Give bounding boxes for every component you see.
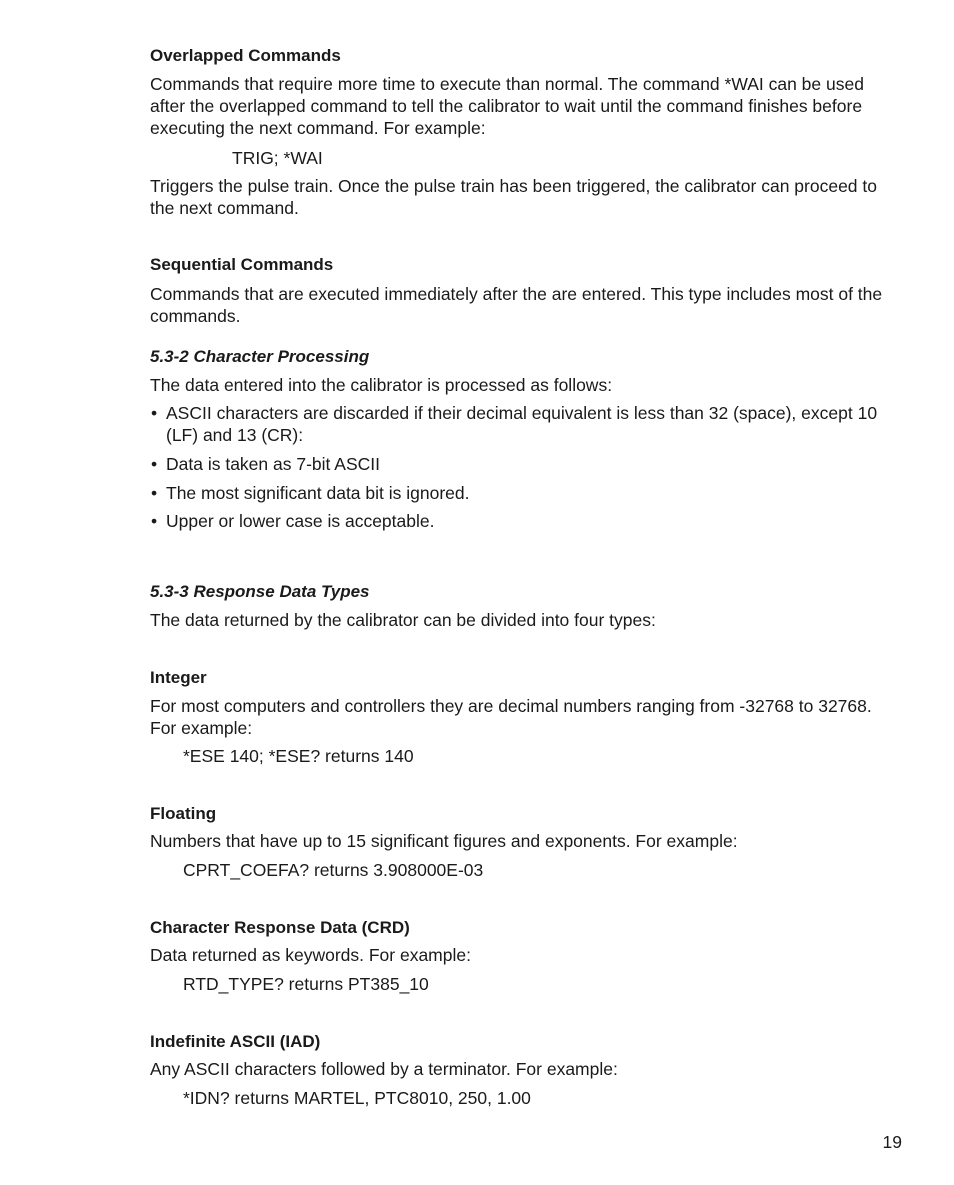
overlapped-example: TRIG; *WAI [232, 148, 323, 168]
iad-body: Any ASCII characters followed by a terminator. For example: [150, 1059, 618, 1079]
sequential-body: Commands that are executed immediately after the are entered. This type includes most of the commands. [150, 284, 883, 326]
list-item: • Data is taken as 7-bit ASCII [150, 453, 902, 475]
sequential-heading: Sequential Commands [150, 255, 334, 274]
page-number: 19 [882, 1132, 902, 1152]
list-item: • The most significant data bit is ignored. [150, 482, 902, 504]
response-types-heading: 5.3-3 Response Data Types [150, 582, 370, 601]
integer-body: For most computers and controllers they are decimal numbers ranging from -32768 to 32768. For example: [150, 696, 872, 738]
overlapped-body: Commands that require more time to execute than normal. The command *WAI can be used after the overlapped command to tell the calibrator to wait until the command finishes before executing the next command. For example: [150, 74, 864, 138]
iad-example: *IDN? returns MARTEL, PTC8010, 250, 1.00 [183, 1088, 531, 1108]
crd-example: RTD_TYPE? returns PT385_10 [183, 974, 429, 994]
response-types-intro: The data returned by the calibrator can be divided into four types: [150, 610, 656, 630]
list-item: • Upper or lower case is acceptable. [150, 510, 902, 532]
floating-heading: Floating [150, 804, 217, 823]
floating-example: CPRT_COEFA? returns 3.908000E-03 [183, 860, 484, 880]
iad-heading: Indefinite ASCII (IAD) [150, 1032, 321, 1051]
floating-body: Numbers that have up to 15 significant figures and exponents. For example: [150, 831, 738, 851]
integer-example: *ESE 140; *ESE? returns 140 [183, 746, 414, 766]
crd-heading: Character Response Data (CRD) [150, 918, 410, 937]
overlapped-after: Triggers the pulse train. Once the pulse train has been triggered, the calibrator can proceed to the next command. [150, 176, 877, 218]
list-item: • ASCII characters are discarded if their decimal equivalent is less than 32 (space), except 10 (LF) and 13 (CR): [150, 402, 902, 446]
overlapped-heading: Overlapped Commands [150, 46, 341, 65]
crd-body: Data returned as keywords. For example: [150, 945, 471, 965]
char-processing-intro: The data entered into the calibrator is processed as follows: [150, 375, 613, 395]
char-processing-heading: 5.3-2 Character Processing [150, 347, 370, 366]
integer-heading: Integer [150, 668, 207, 687]
